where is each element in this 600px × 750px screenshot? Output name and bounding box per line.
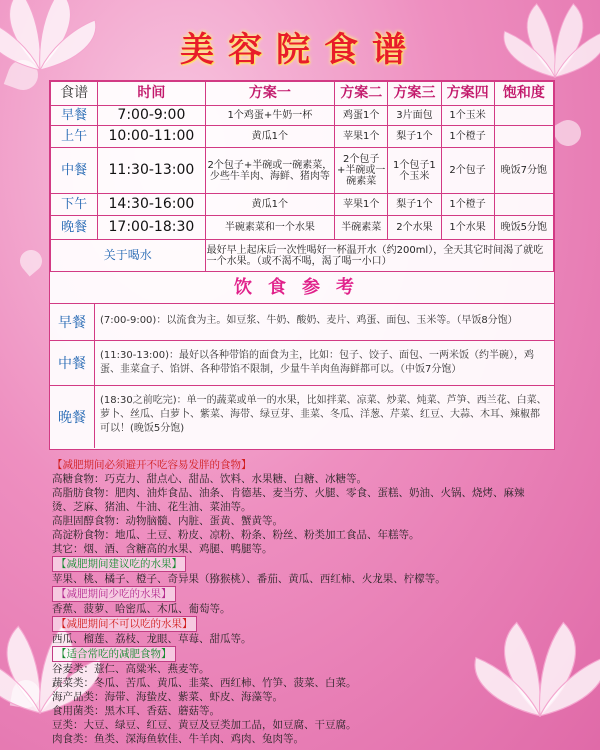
reference-title: 饮食参考 [50,273,554,304]
fullness-cell [494,194,553,216]
header-cell: 饱和度 [494,82,553,106]
header-cell: 食谱 [51,82,98,106]
good-food-line: 海产品类：海带、海蛰皮、紫菜、虾皮、海藻等。 [52,691,283,703]
fruit-suggest-heading: 【减肥期间建议吃的水果】 [52,556,186,572]
menu-panel [49,80,555,450]
plan-cell: 黄瓜1个 [205,126,335,148]
reference-item [50,341,554,386]
fruit-less-heading: 【减肥期间少吃的水果】 [52,586,176,602]
table-header-row [51,82,554,106]
plan-cell: 1个包子1个玉米 [388,148,441,194]
meal-plan-table [50,81,554,272]
header-cell: 方案二 [335,82,388,106]
good-food-line: 肉食类：鱼类、深海鱼软佳、牛羊肉、鸡肉、兔肉等。 [52,733,304,745]
plan-cell: 2个包子+半碗或一碗素菜 [335,148,388,194]
fruit-less-text: 香蕉、菠萝、哈密瓜、木瓜、葡萄等。 [52,603,231,615]
plan-cell: 梨子1个 [388,126,441,148]
fruit-suggest-text: 苹果、桃、橘子、橙子、奇异果（猕猴桃）、番茄、黄瓜、西红柿、火龙果、柠檬等。 [52,573,446,585]
header-cell: 时间 [98,82,205,106]
avoid-line: 高脂肪食物：肥肉、油炸食品、油条、肯德基、麦当劳、火腿、零食、蛋糕、奶油、火锅、烧烤、麻辣 [52,487,525,499]
time-cell: 10:00-11:00 [98,126,205,148]
plan-cell: 苹果1个 [335,126,388,148]
diet-notes [52,458,552,746]
plan-cell: 半碗素菜和一个水果 [205,216,335,240]
petal-decoration [16,246,47,277]
meal-cell: 中餐 [51,148,98,194]
reference-text: (7:00-9:00)：以流食为主。如豆浆、牛奶、酸奶、麦片、鸡蛋、面包、玉米等。（早饭8分饱） [100,315,518,326]
table-row [51,148,554,194]
meal-cell: 早餐 [51,106,98,126]
fullness-cell: 晚饭7分饱 [494,148,553,194]
plan-cell: 1个玉米 [441,106,494,126]
plan-cell: 黄瓜1个 [205,194,335,216]
reference-item [50,304,554,341]
meal-cell: 晚餐 [51,216,98,240]
table-row [51,126,554,148]
reference-text: (11:30-13:00)：最好以各种带馅的面食为主，比如：包子、饺子、面包、一两米饭（约半碗），鸡蛋、韭菜盒子、馅饼、各种带馅不限制，少量牛羊肉鱼海鲜都可以。（中饭7分饱） [100,350,535,375]
plan-cell: 鸡蛋1个 [335,106,388,126]
plan-cell: 1个鸡蛋+牛奶一杯 [205,106,335,126]
header-cell: 方案四 [441,82,494,106]
time-cell: 14:30-16:00 [98,194,205,216]
plan-cell: 2个包子+半碗或一碗素菜，少些牛羊肉、海鲜、猪肉等 [205,148,335,194]
meal-cell: 上午 [51,126,98,148]
reference-label: 早餐 [50,304,95,340]
good-food-line: 谷麦类：薏仁、高粱米、燕麦等。 [52,663,210,675]
plan-cell: 2个包子 [441,148,494,194]
avoid-line: 高淀粉食物：地瓜、土豆、粉皮、凉粉、粉条、粉丝、粉类加工食品、年糕等。 [52,529,420,541]
header-cell: 方案三 [388,82,441,106]
good-food-line: 食用菌类：黑木耳、香菇、蘑菇等。 [52,705,220,717]
time-cell: 17:00-18:30 [98,216,205,240]
petal-decoration [550,115,586,151]
fullness-cell [494,106,553,126]
avoid-heading: 【减肥期间必须避开不吃容易发胖的食物】 [52,459,252,471]
header-cell: 方案一 [205,82,335,106]
good-food-line: 豆类：大豆、绿豆、红豆、黄豆及豆类加工品，如豆腐、干豆腐。 [52,719,357,731]
plan-cell: 1个橙子 [441,126,494,148]
plan-cell: 2个水果 [388,216,441,240]
reference-text: (18:30之前吃完)：单一的蔬菜或单一的水果，比如拌菜、凉菜、炒菜、炖菜、芦笋、西兰花、白菜、萝卜、丝瓜、白萝卜、紫菜、海带、绿豆芽、韭菜、冬瓜、洋葱、芹菜、红豆、大蒜、木耳、辣椒都可以！(晚饭5分饱) [100,395,547,434]
time-cell: 7:00-9:00 [98,106,205,126]
good-food-line: 蔬菜类：冬瓜、苦瓜、黄瓜、韭菜、西红柿、竹笋、菠菜、白菜。 [52,677,357,689]
avoid-line: 高糖食物：巧克力、甜点心、甜品、饮料、水果糖、白糖、冰糖等。 [52,473,367,485]
drink-text: 最好早上起床后一次性喝好一杯温开水（约200ml），全天其它时间渴了就吃一个水果。（或不渴不喝，渴了喝一小口） [205,240,553,272]
table-row [51,106,554,126]
avoid-line: 烫、芝麻、猪油、牛油、花生油、菜油等。 [52,501,252,513]
time-cell: 11:30-13:00 [98,148,205,194]
plan-cell: 苹果1个 [335,194,388,216]
plan-cell: 梨子1个 [388,194,441,216]
drink-row [51,240,554,272]
reference-label: 晚餐 [50,386,95,448]
reference-item [50,386,554,448]
page-title: 美容院食谱 [180,30,420,70]
table-row [51,216,554,240]
fruit-no-text: 西瓜、榴莲、荔枝、龙眼、草莓、甜瓜等。 [52,633,252,645]
plan-cell: 1个橙子 [441,194,494,216]
meal-cell: 下午 [51,194,98,216]
avoid-line: 其它：烟、酒、含糖高的水果、鸡腿、鸭腿等。 [52,543,273,555]
avoid-line: 高胆固醇食物：动物脑髓、内脏、蛋黄、蟹黄等。 [52,515,283,527]
drink-label: 关于喝水 [51,240,206,272]
fullness-cell: 晚饭5分饱 [494,216,553,240]
table-row [51,194,554,216]
good-food-heading: 【适合常吃的减肥食物】 [52,646,176,662]
fullness-cell [494,126,553,148]
plan-cell: 半碗素菜 [335,216,388,240]
reference-label: 中餐 [50,341,95,385]
plan-cell: 3片面包 [388,106,441,126]
fruit-no-heading: 【减肥期间不可以吃的水果】 [52,616,197,632]
plan-cell: 1个水果 [441,216,494,240]
